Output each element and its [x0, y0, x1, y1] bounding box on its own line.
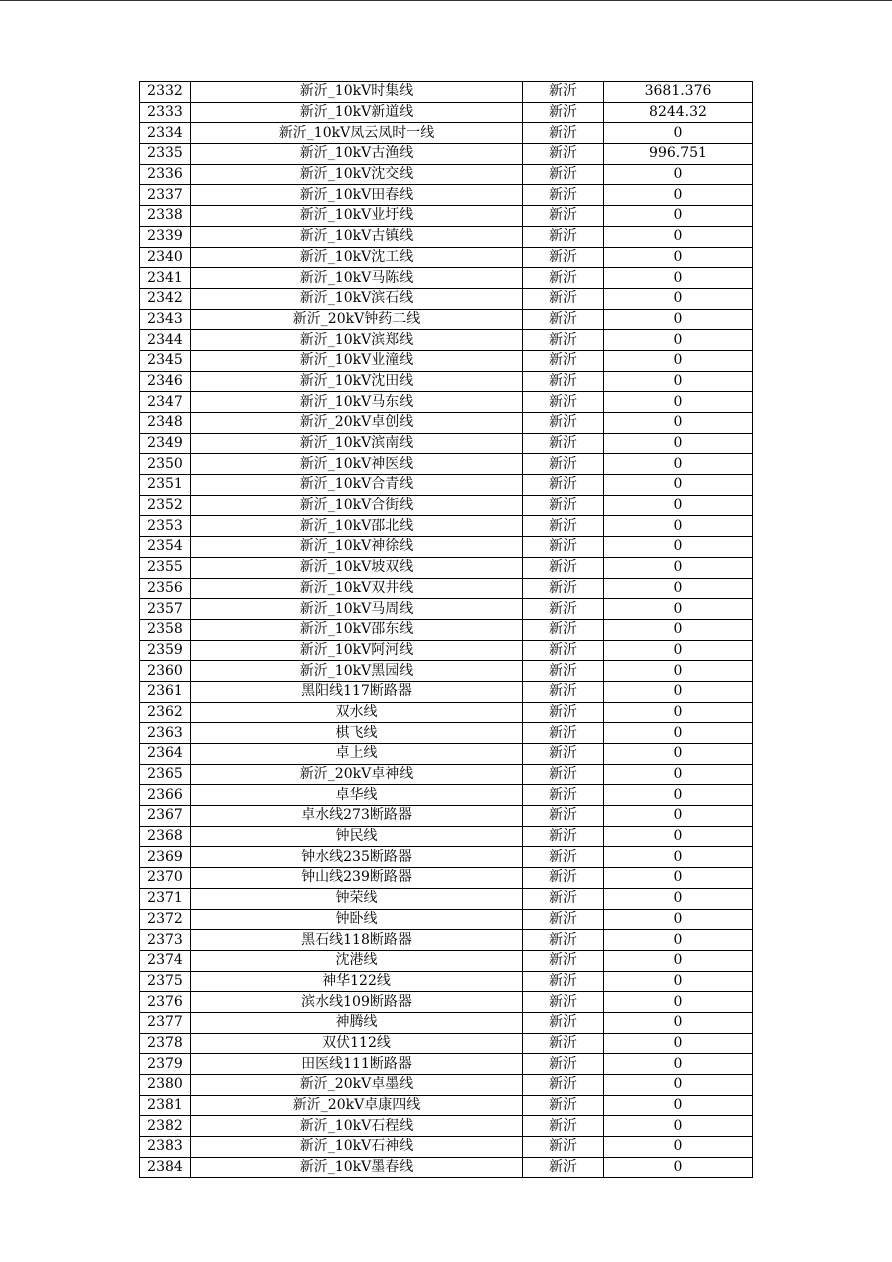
region-cell: 新沂 — [523, 309, 604, 330]
region-cell: 新沂 — [523, 123, 604, 144]
value-cell: 0 — [604, 681, 753, 702]
region-cell: 新沂 — [523, 206, 604, 227]
value-cell: 0 — [604, 392, 753, 413]
region-cell: 新沂 — [523, 888, 604, 909]
row-number-cell: 2377 — [140, 1012, 191, 1033]
value-cell: 0 — [604, 578, 753, 599]
value-cell: 0 — [604, 1157, 753, 1178]
row-number-cell: 2358 — [140, 619, 191, 640]
region-cell: 新沂 — [523, 1116, 604, 1137]
line-name-cell: 新沂_10kV合街线 — [191, 495, 523, 516]
table-row — [140, 599, 753, 620]
line-name-cell: 黑石线118断路器 — [191, 930, 523, 951]
value-cell: 0 — [604, 1012, 753, 1033]
row-number-cell: 2356 — [140, 578, 191, 599]
line-name-cell: 双水线 — [191, 702, 523, 723]
table-row — [140, 1116, 753, 1137]
row-number-cell: 2366 — [140, 785, 191, 806]
region-cell: 新沂 — [523, 1075, 604, 1096]
row-number-cell: 2338 — [140, 206, 191, 227]
line-name-cell: 新沂_10kV马陈线 — [191, 268, 523, 289]
table-row — [140, 888, 753, 909]
line-name-cell: 新沂_10kV新道线 — [191, 102, 523, 123]
table-row — [140, 806, 753, 827]
region-cell: 新沂 — [523, 144, 604, 165]
table-row — [140, 847, 753, 868]
region-cell: 新沂 — [523, 537, 604, 558]
line-name-cell: 钟民线 — [191, 826, 523, 847]
row-number-cell: 2360 — [140, 661, 191, 682]
table-row — [140, 454, 753, 475]
line-name-cell: 新沂_10kV沈田线 — [191, 371, 523, 392]
line-name-cell: 新沂_10kV石程线 — [191, 1116, 523, 1137]
value-cell: 0 — [604, 371, 753, 392]
row-number-cell: 2368 — [140, 826, 191, 847]
row-number-cell: 2343 — [140, 309, 191, 330]
row-number-cell: 2344 — [140, 330, 191, 351]
table-row — [140, 268, 753, 289]
value-cell: 0 — [604, 164, 753, 185]
region-cell: 新沂 — [523, 1012, 604, 1033]
row-number-cell: 2381 — [140, 1095, 191, 1116]
value-cell: 0 — [604, 785, 753, 806]
region-cell: 新沂 — [523, 82, 604, 103]
row-number-cell: 2334 — [140, 123, 191, 144]
row-number-cell: 2351 — [140, 475, 191, 496]
region-cell: 新沂 — [523, 268, 604, 289]
value-cell: 0 — [604, 288, 753, 309]
value-cell: 0 — [604, 826, 753, 847]
region-cell: 新沂 — [523, 661, 604, 682]
region-cell: 新沂 — [523, 1054, 604, 1075]
region-cell: 新沂 — [523, 909, 604, 930]
value-cell: 0 — [604, 433, 753, 454]
row-number-cell: 2348 — [140, 413, 191, 434]
table-row — [140, 309, 753, 330]
region-cell: 新沂 — [523, 392, 604, 413]
region-cell: 新沂 — [523, 454, 604, 475]
value-cell: 0 — [604, 868, 753, 889]
table-body — [140, 82, 753, 1178]
table-row — [140, 475, 753, 496]
line-name-cell: 新沂_10kV合青线 — [191, 475, 523, 496]
value-cell: 0 — [604, 454, 753, 475]
row-number-cell: 2374 — [140, 950, 191, 971]
row-number-cell: 2370 — [140, 868, 191, 889]
line-name-cell: 黑阳线117断路器 — [191, 681, 523, 702]
region-cell: 新沂 — [523, 516, 604, 537]
row-number-cell: 2376 — [140, 992, 191, 1013]
region-cell: 新沂 — [523, 433, 604, 454]
region-cell: 新沂 — [523, 413, 604, 434]
table-row — [140, 185, 753, 206]
region-cell: 新沂 — [523, 475, 604, 496]
row-number-cell: 2380 — [140, 1075, 191, 1096]
value-cell: 0 — [604, 764, 753, 785]
line-name-cell: 新沂_20kV卓康四线 — [191, 1095, 523, 1116]
row-number-cell: 2355 — [140, 557, 191, 578]
line-name-cell: 新沂_10kV神徐线 — [191, 537, 523, 558]
row-number-cell: 2373 — [140, 930, 191, 951]
table-row — [140, 1157, 753, 1178]
row-number-cell: 2371 — [140, 888, 191, 909]
table-row — [140, 640, 753, 661]
value-cell: 0 — [604, 309, 753, 330]
row-number-cell: 2363 — [140, 723, 191, 744]
region-cell: 新沂 — [523, 992, 604, 1013]
table-row — [140, 1033, 753, 1054]
table-row — [140, 661, 753, 682]
value-cell: 0 — [604, 185, 753, 206]
value-cell: 0 — [604, 992, 753, 1013]
line-name-cell: 卓水线273断路器 — [191, 806, 523, 827]
value-cell: 0 — [604, 847, 753, 868]
row-number-cell: 2353 — [140, 516, 191, 537]
row-number-cell: 2345 — [140, 350, 191, 371]
line-name-cell: 新沂_10kV石神线 — [191, 1137, 523, 1158]
region-cell: 新沂 — [523, 330, 604, 351]
line-name-cell: 新沂_20kV卓神线 — [191, 764, 523, 785]
region-cell: 新沂 — [523, 806, 604, 827]
value-cell: 0 — [604, 723, 753, 744]
row-number-cell: 2341 — [140, 268, 191, 289]
table-row — [140, 992, 753, 1013]
row-number-cell: 2335 — [140, 144, 191, 165]
row-number-cell: 2333 — [140, 102, 191, 123]
value-cell: 0 — [604, 537, 753, 558]
region-cell: 新沂 — [523, 164, 604, 185]
line-name-cell: 新沂_10kV沈工线 — [191, 247, 523, 268]
value-cell: 0 — [604, 350, 753, 371]
line-name-cell: 钟卧线 — [191, 909, 523, 930]
region-cell: 新沂 — [523, 226, 604, 247]
row-number-cell: 2384 — [140, 1157, 191, 1178]
region-cell: 新沂 — [523, 557, 604, 578]
table-row — [140, 557, 753, 578]
table-row — [140, 433, 753, 454]
row-number-cell: 2365 — [140, 764, 191, 785]
region-cell: 新沂 — [523, 681, 604, 702]
value-cell: 0 — [604, 599, 753, 620]
value-cell: 0 — [604, 702, 753, 723]
table-row — [140, 681, 753, 702]
row-number-cell: 2382 — [140, 1116, 191, 1137]
value-cell: 3681.376 — [604, 82, 753, 103]
region-cell: 新沂 — [523, 1137, 604, 1158]
line-name-cell: 神腾线 — [191, 1012, 523, 1033]
line-name-cell: 新沂_10kV神医线 — [191, 454, 523, 475]
region-cell: 新沂 — [523, 371, 604, 392]
line-name-cell: 滨水线109断路器 — [191, 992, 523, 1013]
table-row — [140, 950, 753, 971]
region-cell: 新沂 — [523, 288, 604, 309]
region-cell: 新沂 — [523, 785, 604, 806]
line-name-cell: 新沂_10kV业圩线 — [191, 206, 523, 227]
region-cell: 新沂 — [523, 247, 604, 268]
value-cell: 0 — [604, 971, 753, 992]
line-name-cell: 双伏112线 — [191, 1033, 523, 1054]
table-row — [140, 619, 753, 640]
line-name-cell: 新沂_10kV墨春线 — [191, 1157, 523, 1178]
table-row — [140, 702, 753, 723]
value-cell: 996.751 — [604, 144, 753, 165]
table-row — [140, 516, 753, 537]
row-number-cell: 2349 — [140, 433, 191, 454]
table-row — [140, 1054, 753, 1075]
line-name-cell: 新沂_10kV沈交线 — [191, 164, 523, 185]
row-number-cell: 2357 — [140, 599, 191, 620]
table-row — [140, 1095, 753, 1116]
value-cell: 0 — [604, 247, 753, 268]
table-row — [140, 1075, 753, 1096]
value-cell: 0 — [604, 1095, 753, 1116]
table-row — [140, 123, 753, 144]
value-cell: 0 — [604, 640, 753, 661]
table-row — [140, 371, 753, 392]
line-name-cell: 新沂_10kV马周线 — [191, 599, 523, 620]
table-row — [140, 330, 753, 351]
value-cell: 0 — [604, 475, 753, 496]
value-cell: 0 — [604, 413, 753, 434]
line-name-cell: 新沂_10kV滨石线 — [191, 288, 523, 309]
value-cell: 0 — [604, 1033, 753, 1054]
line-name-cell: 新沂_10kV双井线 — [191, 578, 523, 599]
table-row — [140, 288, 753, 309]
line-name-cell: 新沂_10kV马东线 — [191, 392, 523, 413]
region-cell: 新沂 — [523, 868, 604, 889]
region-cell: 新沂 — [523, 744, 604, 765]
value-cell: 0 — [604, 744, 753, 765]
line-name-cell: 钟山线239断路器 — [191, 868, 523, 889]
row-number-cell: 2369 — [140, 847, 191, 868]
region-cell: 新沂 — [523, 971, 604, 992]
region-cell: 新沂 — [523, 495, 604, 516]
table-row — [140, 537, 753, 558]
region-cell: 新沂 — [523, 350, 604, 371]
region-cell: 新沂 — [523, 930, 604, 951]
row-number-cell: 2339 — [140, 226, 191, 247]
row-number-cell: 2350 — [140, 454, 191, 475]
table-row — [140, 82, 753, 103]
line-name-cell: 新沂_10kV阿河线 — [191, 640, 523, 661]
line-name-cell: 田医线111断路器 — [191, 1054, 523, 1075]
row-number-cell: 2362 — [140, 702, 191, 723]
value-cell: 0 — [604, 557, 753, 578]
row-number-cell: 2354 — [140, 537, 191, 558]
line-name-cell: 新沂_10kV时集线 — [191, 82, 523, 103]
line-name-cell: 新沂_10kV业潼线 — [191, 350, 523, 371]
row-number-cell: 2361 — [140, 681, 191, 702]
row-number-cell: 2367 — [140, 806, 191, 827]
table-row — [140, 723, 753, 744]
line-name-cell: 新沂_10kV黑园线 — [191, 661, 523, 682]
row-number-cell: 2379 — [140, 1054, 191, 1075]
value-cell: 0 — [604, 1054, 753, 1075]
value-cell: 0 — [604, 1116, 753, 1137]
table-row — [140, 764, 753, 785]
value-cell: 0 — [604, 268, 753, 289]
table-row — [140, 785, 753, 806]
table-row — [140, 971, 753, 992]
table-row — [140, 164, 753, 185]
line-name-cell: 新沂_10kV邵北线 — [191, 516, 523, 537]
value-cell: 0 — [604, 1075, 753, 1096]
region-cell: 新沂 — [523, 102, 604, 123]
value-cell: 0 — [604, 930, 753, 951]
line-name-cell: 新沂_20kV卓墨线 — [191, 1075, 523, 1096]
region-cell: 新沂 — [523, 847, 604, 868]
row-number-cell: 2346 — [140, 371, 191, 392]
region-cell: 新沂 — [523, 1095, 604, 1116]
value-cell: 0 — [604, 661, 753, 682]
row-number-cell: 2340 — [140, 247, 191, 268]
table-row — [140, 1012, 753, 1033]
page-top-rule — [0, 0, 892, 1]
table-row — [140, 578, 753, 599]
value-cell: 0 — [604, 516, 753, 537]
table-row — [140, 909, 753, 930]
table-row — [140, 495, 753, 516]
line-name-cell: 神华122线 — [191, 971, 523, 992]
table-row — [140, 247, 753, 268]
table-row — [140, 1137, 753, 1158]
row-number-cell: 2336 — [140, 164, 191, 185]
region-cell: 新沂 — [523, 599, 604, 620]
region-cell: 新沂 — [523, 1033, 604, 1054]
region-cell: 新沂 — [523, 619, 604, 640]
value-cell: 0 — [604, 909, 753, 930]
line-name-cell: 新沂_10kV滨南线 — [191, 433, 523, 454]
value-cell: 0 — [604, 950, 753, 971]
line-name-cell: 卓上线 — [191, 744, 523, 765]
row-number-cell: 2352 — [140, 495, 191, 516]
row-number-cell: 2347 — [140, 392, 191, 413]
line-name-cell: 钟水线235断路器 — [191, 847, 523, 868]
value-cell: 0 — [604, 888, 753, 909]
region-cell: 新沂 — [523, 764, 604, 785]
row-number-cell: 2375 — [140, 971, 191, 992]
line-name-cell: 新沂_10kV坡双线 — [191, 557, 523, 578]
line-name-cell: 新沂_20kV钟药二线 — [191, 309, 523, 330]
region-cell: 新沂 — [523, 640, 604, 661]
table-row — [140, 350, 753, 371]
data-table — [139, 81, 753, 1178]
line-name-cell: 新沂_10kV田春线 — [191, 185, 523, 206]
line-name-cell: 新沂_10kV凤云凤时一线 — [191, 123, 523, 144]
value-cell: 0 — [604, 495, 753, 516]
value-cell: 0 — [604, 206, 753, 227]
row-number-cell: 2383 — [140, 1137, 191, 1158]
row-number-cell: 2372 — [140, 909, 191, 930]
value-cell: 0 — [604, 806, 753, 827]
region-cell: 新沂 — [523, 578, 604, 599]
value-cell: 0 — [604, 123, 753, 144]
row-number-cell: 2364 — [140, 744, 191, 765]
value-cell: 0 — [604, 330, 753, 351]
region-cell: 新沂 — [523, 950, 604, 971]
value-cell: 8244.32 — [604, 102, 753, 123]
table-row — [140, 930, 753, 951]
table-row — [140, 392, 753, 413]
region-cell: 新沂 — [523, 1157, 604, 1178]
table-row — [140, 826, 753, 847]
line-name-cell: 钟荣线 — [191, 888, 523, 909]
line-name-cell: 新沂_10kV古镇线 — [191, 226, 523, 247]
value-cell: 0 — [604, 1137, 753, 1158]
line-name-cell: 新沂_10kV滨郑线 — [191, 330, 523, 351]
row-number-cell: 2342 — [140, 288, 191, 309]
table-row — [140, 744, 753, 765]
line-name-cell: 卓华线 — [191, 785, 523, 806]
line-name-cell: 新沂_10kV古渔线 — [191, 144, 523, 165]
value-cell: 0 — [604, 619, 753, 640]
region-cell: 新沂 — [523, 702, 604, 723]
table-row — [140, 206, 753, 227]
region-cell: 新沂 — [523, 826, 604, 847]
row-number-cell: 2332 — [140, 82, 191, 103]
row-number-cell: 2359 — [140, 640, 191, 661]
table-row — [140, 413, 753, 434]
table-row — [140, 102, 753, 123]
row-number-cell: 2378 — [140, 1033, 191, 1054]
region-cell: 新沂 — [523, 723, 604, 744]
line-name-cell: 沈港线 — [191, 950, 523, 971]
line-name-cell: 棋飞线 — [191, 723, 523, 744]
region-cell: 新沂 — [523, 185, 604, 206]
row-number-cell: 2337 — [140, 185, 191, 206]
line-name-cell: 新沂_20kV卓创线 — [191, 413, 523, 434]
table-row — [140, 226, 753, 247]
table-row — [140, 144, 753, 165]
line-name-cell: 新沂_10kV邵东线 — [191, 619, 523, 640]
table-row — [140, 868, 753, 889]
value-cell: 0 — [604, 226, 753, 247]
